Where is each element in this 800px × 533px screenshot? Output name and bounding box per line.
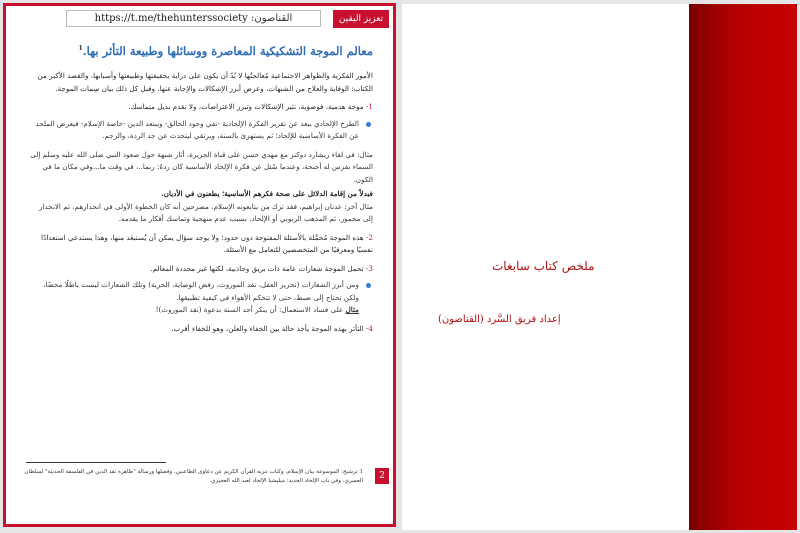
article-body bbox=[30, 44, 373, 339]
channel-label: القناصون: bbox=[251, 13, 293, 24]
article-title: معالم الموجة التشكيكية المعاصرة ووسائلها وطبيعة التأثر بها.$^1$ bbox=[78, 44, 373, 58]
intro-paragraph: الأمور الفكرية والظواهر الاجتماعية مُعالجتُها لا بُدّ أن يكون على دراية بحقيقتها وطبيعتها وأسبابها، والقصد الأكبر من الكتاب: الوقاية والعلاج من الشبهات، وعرض أبرز الإشكالات والإجابة عنها. وقبل كل ذلك بيان سِمات الموجة. bbox=[37, 71, 373, 93]
footnote: 1 ترشيح: الموسوعة بيان الإسلام، وكتاب تنزيه القرآن الكريم عن دعاوى الطاعنين، وفصلها ورسالة "ظاهرة نقد الدين في الفلسفة الحديثة" لسلطان العميري، وفي باب الإلحاد الجديد: ميليشيا الإلحاد لعبد الله العجيري. bbox=[24, 469, 363, 484]
cover-red-band bbox=[689, 4, 797, 530]
bullet-point-2: ومن أبرز الشعارات (تحرير العقل، نقد الموروث، رفض الوصاية، الحرية) وتلك الشعارات ليست باطلًا محضًا، ولكن تحتاج إلى ضبط، حتى لا تتحكم الأهواء في كيفية تطبيقها. مثال على فساد الاستعمال: أن ينكر أحد السنة بدعوة (نقد الموروث)! bbox=[30, 279, 373, 317]
footnote-marker: 1 bbox=[78, 45, 83, 53]
page-number-badge: 2 bbox=[375, 468, 389, 484]
cover-subtitle: إعداد فريق السَّرد (القناصون) bbox=[438, 314, 561, 325]
list-number-2: 2- bbox=[365, 232, 373, 242]
example-3: مثال على فساد الاستعمال: أن ينكر أحد السنة بدعوة (نقد الموروث)! bbox=[155, 305, 359, 314]
list-number-4: 4- bbox=[365, 323, 373, 333]
cover-page bbox=[402, 4, 797, 530]
example-paragraph-2: مثال آخر: عدنان إبراهيم، فقد ترك من يتابعونه الإسلام، مصرحين أنه كان الخطوة الأولى في انحدارهم، ثم الانحدار إلى محمور، ثم المذهب الربوبي أو الإلحاد، بسبب عدم منهجية وتماسك أفكار ما يقدمه. bbox=[38, 201, 373, 223]
section-tag: تعزيز اليقين bbox=[333, 10, 389, 28]
document-page-left bbox=[3, 3, 396, 527]
example-paragraph-1: مثال: في لقاء ريشارد دوكنز مع مهدي حسن على قناة الجزيرة، أثار شبهة حول صعود النبي صلى الله عليه وسلم إلى السماء بفرس له أجنحة، وعندما سُئل عن فكرة الإلحاد الأساسية كان ردهُ: ربما..، في وقت ما...وفي مكان ما في الكون. bbox=[30, 149, 373, 184]
list-number-3: 3- bbox=[365, 263, 373, 273]
list-item-4: 4- التأثر بهذه الموجة يأخذ حالة بين الخفاء والعلن، وهو للخفاء أقرب. bbox=[171, 323, 373, 333]
list-number-1: 1- bbox=[365, 102, 373, 111]
list-item-2: 2- هذه الموجة مُحمَّلة بالأسئلة المفتوحة دون حدود؛ ولا يوجد سؤال يمكن أن يُستبعَد منها، وهذا يستدعي استعدادًا نفسيًا ومعرفيًا من المتخصصين للتعامل مع الأسئلة. bbox=[41, 232, 373, 254]
footnote-divider bbox=[26, 462, 166, 463]
bullet-point-1: الطرح الإلحادي يبعد عن تقرير الفكرة الإلحادية -نفي وجود الخالق- ويبتعد الدين -خاصة الإسلام- فيعرض الملحد عن الفكرة الأساسية للإلحاد؛ ثم يستهزئ بالسنة، ويرتقي ليتحدث عن حد الردة، والرجم. bbox=[30, 118, 373, 143]
cover-title: ملخص كتاب سابغات bbox=[492, 259, 595, 273]
bold-statement: فبدلاً من إقامة الدلائل على صحة فكرهم الأساسية؛ يطعنون في الأديان. bbox=[161, 189, 373, 198]
list-item-1: 1- موجة هدمية، فوضوية، تثير الإشكالات وتبرز الاعتراضات، ولا تقدم بديل متماسك. bbox=[128, 102, 373, 111]
channel-link[interactable] bbox=[66, 10, 321, 27]
list-item-3: 3- تحمل الموجة شعارات عامة ذات بريق وجاذبية، لكنها غير محددة المعالم. bbox=[150, 263, 373, 273]
channel-url[interactable]: https://t.me/thehunterssociety bbox=[94, 13, 248, 24]
